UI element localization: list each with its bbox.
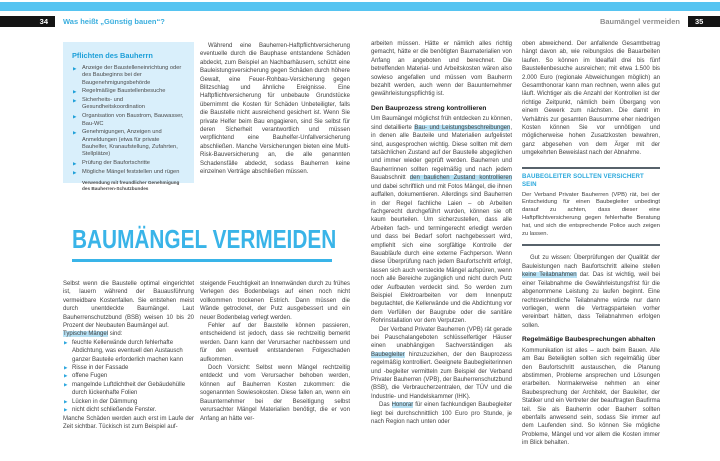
defect-bullet-text: Lücken in der Dämmung <box>72 398 138 405</box>
duties-item-text: Prüfung der Baufortschritte <box>82 160 150 167</box>
defect-bullet-item <box>63 381 194 398</box>
duties-item-text: Regelmäßige Baustellenbesuche <box>82 88 166 95</box>
top-accent-bar <box>0 2 720 11</box>
paragraph-segment: und dabei schriftlich und mit Fotos Mängel, die ihnen auffallen, dokumentieren. Allerdings sind Bauherren in der Regel fachliche Laien – ob Arbeiten fachgerecht durchgeführt wurden, können sie oft kaum beurteilen. Um sicherzustellen, dass alle Arbeiten fach- und termingerecht erledigt werden und dass bei Bedarf sofort nachgebessert wird, empfiehlt sich eine sorgfältige Kontrolle der Bauabläufe durch eine externe Fachperson. Wenn diese Überprüfung nach jedem Baufortschritt erfolgt, lassen sich auch versteckte Mängel aufspüren, wenn noch alle Bereiche zugänglich und nicht durch Putz oder Aufbauten verdeckt sind. So werden zum Beispiel Elektroarbeiten vor dem Innenputz begutachtet, die Kellerwände und die Abdichtung vor dem Verfüllen der Baugrube oder die sanitäre Rohrinstallation vor dem Verputzen. <box>371 183 512 325</box>
defects-label-line <box>63 330 194 338</box>
duties-list-item <box>72 129 186 158</box>
highlight-bau-leistungsbeschreibungen: Bau- und Leistungsbeschreibungen <box>414 124 511 131</box>
arrow-bullet-icon: ▶ <box>73 89 77 95</box>
body-paragraph <box>371 115 512 325</box>
paragraph-segment: Gut zu wissen: Überprüfungen der Qualität der Bauleistungen nach Baufortschritt alleine stellen <box>522 255 660 270</box>
left-page-column2-bottom <box>200 280 350 423</box>
duties-list-item <box>72 160 186 167</box>
highlight-baulicher-zustand: den baulichen Zustand kontrollieren <box>409 175 513 182</box>
paragraph-segment: Das <box>379 402 392 409</box>
duties-item-text: Anzeige der Baustelleneinrichtung oder des Baubeginns bei der Baugenehmigungsbehörde <box>82 65 182 86</box>
section-subheading: Den Bauprozess streng kontrollieren <box>371 104 487 112</box>
body-paragraph: arbeiten müssen. Hätte er nämlich alles richtig gemacht, hätte er die benötigten Baumaterialien von Anfang an angeboten und berechnet. Die betreffenden Material- und Arbeitskosten wären also sowieso angefallen und müssen vom Bauherrn bezahlt werden, auch wenn der Bauunternehmer gewährleistungspflichtig ist. <box>371 41 512 98</box>
duties-item-text: Mögliche Mängel feststellen und rügen <box>82 168 180 175</box>
running-head-left: Was heißt „Günstig bauen“? <box>63 17 165 26</box>
body-paragraph: Während eine Bauherren-Haftpflichtversicherung eventuelle durch die Bauphase entstandene Schäden abdeckt, zum Beispiel an Nachbarhäusern, schützt eine Bauleistungsversicherung gegen Schäden durch höhere Gewalt, eine Feuer-Rohbau-Versicherung gegen Blitzschlag und ähnliche Ereignisse. Eine Haftpflichtversicherung für unbebaute Grundstücke übernimmt die Kosten für Schäden Unbeteiligter, falls die Baustelle nicht ausreichend gesichert ist. Wenn Sie private Helfer beim Bau engagieren, sind Sie selbst für deren Sicherheit verantwortlich und müssen verpflichtend eine Bauhelfer-Unfallversicherung abschließen. Manche Versicherungen bieten eine Multi-Risk-Bauversicherung an, die alle genannten Schadensfälle abdeckt, sodass Bauherren keine einzelnen Verträge abschließen müssen. <box>200 43 350 176</box>
defect-bullet-text: nicht dicht schließende Fenster. <box>72 407 157 414</box>
arrow-bullet-icon: ▶ <box>73 169 77 175</box>
highlight-typische-maengel: Typische Mängel <box>63 331 109 338</box>
arrow-bullet-icon: ▶ <box>64 365 68 371</box>
arrow-bullet-icon: ▶ <box>64 339 68 345</box>
defect-bullet-text: Risse in der Fassade <box>72 365 129 372</box>
paragraph-segment: , in denen alle Bauteile und Materialien aufgelistet sind, ausgesprochen wichtig. Diese sollten mit dem tatsächlichen Zustand auf der Baustelle abgeglichen und immer wieder geprüft werden. Bauherren und Bauherrinnen sollten regelmäßig und nach jedem Bauabschnitt <box>371 124 512 182</box>
arrow-bullet-icon: ▶ <box>64 407 68 413</box>
duties-list-item <box>72 88 186 95</box>
body-paragraph: Fehler auf der Baustelle können passieren, entscheidend ist jedoch, dass sie rechtzeitig bemerkt werden. Dann kann der Verursacher nachbessern und für den eventuell entstandenen Folgeschaden aufkommen. <box>200 323 350 363</box>
duties-list-item <box>72 65 186 87</box>
defects-label-rest: sind: <box>108 331 123 338</box>
left-page-column1 <box>63 280 194 431</box>
defect-bullet-text: feuchte Kellerwände durch fehlerhafte Abdichtung, was eventuell den Austausch ganzer Bauteile erforderlich machen kann <box>72 339 184 363</box>
paragraph-segment: Der Verband Privater Bauherren (VPB) rät gerade bei Pauschalangeboten schlüsselfertiger Häuser einen unabhängigen Sachverständigen als <box>371 326 512 350</box>
defect-bullet-item <box>63 339 194 364</box>
info-box-body: Der Verband Privater Bauherren (VPB) rät, bei der Entscheidung für einen Baubegleiter unbedingt darauf zu achten, dass dieser eine Haftpflichtversicherung gegen fehlerhafte Beratung hat, und sich die entsprechende Police auch zeigen zu lassen. <box>522 191 660 237</box>
body-paragraph <box>371 326 512 402</box>
duties-box-title: Pflichten des Bauherrn <box>72 51 153 60</box>
running-head-right: Baumängel vermeiden <box>599 17 680 26</box>
duties-list-item <box>72 169 186 176</box>
paragraph-segment: Um Baumängel möglichst früh entdecken zu können, sind detaillierte <box>371 116 512 131</box>
body-paragraph: Selbst wenn die Baustelle optimal eingerichtet ist, lauern während der Bauausführung vermeidbare Kostenfallen. Sie entstehen meist durch unentdeckte Baumängel. Laut Bauherrenschutzbund (BSB) weisen 10 bis 20 Prozent der Neubauten Baumängel auf. <box>63 281 194 330</box>
page-number-right: 35 <box>688 16 720 27</box>
info-box-title: BAUBEGLEITER SOLLTEN VERSICHERT SEIN <box>522 172 644 188</box>
duties-box-footnote: Verwendung mit freundlicher Genehmigung des Bauherren-Schutzbundes <box>82 180 180 192</box>
duties-item-text: Sicherheits- und Gesundheitskoordination <box>82 97 145 111</box>
body-paragraph: steigende Feuchtigkeit an Innenwänden durch zu frühes Verlegen des Bodenbelags auf einen noch nicht vollkommen trockenen Estrich. Dann müssen die Wände getrocknet, der Putz ausgebessert und ein neuer Bodenbelag verlegt werden. <box>200 281 350 321</box>
body-paragraph: oben abweichend. Der anfallende Gesamtbetrag hängt davon ab, wie reibungslos die Bauarbeiten laufen. So können im Idealfall drei bis fünf Baustellenbesuche ausreichen; mit etwa 1.500 bis 2.000 Euro (regionale Abweichungen möglich) an Gesamthonorar kann man rechnen, wenn alles gut läuft. Wichtiger als die Anzahl der Kontrollen ist der richtige Zeitpunkt, nämlich beim Übergang von einem Gewerk zum nächsten. Die damit im Verhältnis zur gesamten Bausumme eher niedrigen Kosten können Sie vor unnötigen und möglicherweise hohen Zusatzkosten bewahren, ganz abgesehen von dem Ärger mit der umgekehrten Beweislast nach der Abnahme. <box>522 41 660 157</box>
defect-bullet-text: mangelnde Luftdichtheit der Gebäudehülle durch lückenhafte Folien <box>72 381 186 397</box>
defect-bullet-item <box>63 398 194 406</box>
paragraph-segment: dar. Das ist wichtig, weil bei einer Teilabnahme die Gewährleistungsfrist für die abgenommene Leistung zu laufen beginnt. Eine rechtsverbindliche Teilabnahme würde nur dann vorliegen, wenn die Vertragsparteien vorher vereinbart hätten, dass Teilabnahmen erfolgen sollen. <box>522 272 661 329</box>
body-paragraph: Kommunikation ist alles – auch beim Bauen. Alle am Bau Beteiligten sollten sich regelmäßig über den Baufortschritt austauschen, die Planung abstimmen, Probleme ansprechen und Lösungen erarbeiten. Normalerweise nehmen an einer Baubesprechung der Architekt, der Bauleiter, der Statiker und ein Vertreter der beauftragten Baufirma teil. Sie als Bauherrin oder Bauherr sollten ebenfalls anwesend sein, sodass Sie immer auf dem Laufenden sind. So können Sie mögliche Probleme, Mängel und vor allem die Kosten immer im Blick behalten. <box>522 347 660 447</box>
body-paragraph <box>522 254 660 330</box>
paragraph-segment: hinzuzuziehen, der den Bauprozess regelmäßig kontrolliert. Geeignete Baubegleiterinnen und -begleiter vermitteln zum Beispiel der Verband Privater Bauherren (VPB), der Bauherrenschutzbund (BSB), die Verbraucherzentralen, der TÜV und die Industrie- und Handelskammer (IHK). <box>371 351 512 400</box>
highlight-keine-teilabnahmen: keine Teilabnahmen <box>522 272 577 279</box>
duties-item-text: Organisation von Baustrom, Bauwasser, Bau-WC <box>82 113 184 127</box>
arrow-bullet-icon: ▶ <box>73 161 77 167</box>
section-subheading: Regelmäßige Baubesprechungen abhalten <box>522 336 656 344</box>
body-paragraph: Doch Vorsicht: Selbst wenn Mängel rechtzeitig entdeckt und vom Verursacher behoben werden, können auf Bauherren Kosten zukommen: die sogenannten Sowiesokosten. Diese fallen an, wenn ein Bauunternehmer bei der Beseitigung selbst verursachter Mängel Materialien benötigt, die er von Anfang an hätte ver- <box>200 365 350 422</box>
duties-item-text: Genehmigungen, Anzeigen und Anmeldungen (etwa für private Bauhelfer, Kranaufstellung, Zufahrten, Stellplätze) <box>82 129 178 158</box>
insured-info-box <box>522 167 660 247</box>
arrow-bullet-icon: ▶ <box>64 398 68 404</box>
duties-list-item <box>72 97 186 112</box>
body-paragraph: Manche Schäden werden auch erst im Laufe der Zeit sichtbar. Tückisch ist zum Beispiel auf- <box>63 415 194 430</box>
highlight-honorar: Honorar <box>391 402 414 409</box>
arrow-bullet-icon: ▶ <box>64 381 68 387</box>
left-page-column2-top <box>200 42 350 177</box>
body-paragraph <box>371 401 512 426</box>
arrow-bullet-icon: ▶ <box>73 66 77 71</box>
duties-list-item <box>72 113 186 128</box>
highlight-baubegleiter: Baubegleiter <box>371 351 405 358</box>
heading-underline <box>72 259 332 262</box>
arrow-bullet-icon: ▶ <box>73 130 77 136</box>
right-page-column1 <box>371 40 512 426</box>
defect-bullet-item <box>63 372 194 380</box>
defect-bullet-item <box>63 406 194 414</box>
page-number-left: 34 <box>0 16 55 27</box>
paragraph-segment: für einen fachkundigen Baubegleiter liegt bei durchschnittlich 100 Euro pro Stunde, je nach Region nach unten oder <box>371 402 512 426</box>
arrow-bullet-icon: ▶ <box>73 114 77 120</box>
right-page-column2 <box>522 40 660 448</box>
arrow-bullet-icon: ▶ <box>64 373 68 379</box>
defect-bullet-text: offene Fugen <box>72 373 108 380</box>
duties-info-box <box>63 42 194 192</box>
defect-bullet-item <box>63 364 194 372</box>
chapter-heading: BAUMÄNGEL VERMEIDEN <box>72 224 337 254</box>
arrow-bullet-icon: ▶ <box>73 98 77 104</box>
